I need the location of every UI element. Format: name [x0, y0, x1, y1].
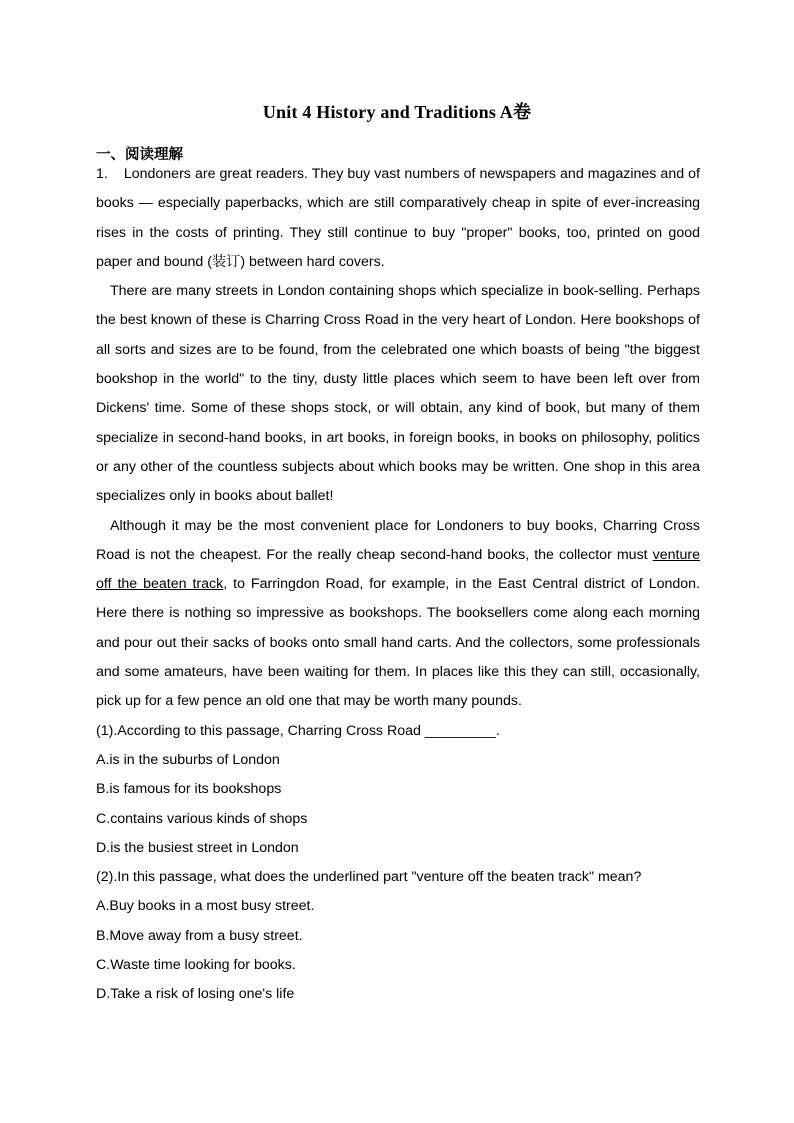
question-2-stem: (2).In this passage, what does the underlined part "venture off the beaten track" mean? — [96, 869, 642, 886]
question-1-option-c: C.contains various kinds of shops — [96, 810, 308, 827]
question-2-option-b: B.Move away from a busy street. — [96, 927, 303, 944]
passage-body — [96, 160, 700, 1010]
underlined-phrase: venture off the beaten track — [96, 546, 700, 593]
question-1-option-a: A.is in the suburbs of London — [96, 751, 280, 768]
passage-paragraph-1: 1. Londoners are great readers. They buy vast numbers of newspapers and magazines and of books — especially paperbacks, which are still comparatively cheap in spite of ever-increasing rises in the costs of printing. They still continue to buy "proper" books, too, printed on good paper and bound (装订) between hard covers. — [96, 166, 700, 270]
passage-paragraph-2: There are many streets in London containing shops which specialize in book-selling. Perhaps the best known of these is Charring Cross Road in the very heart of London. Here bookshops of all sorts and sizes are to be found, from the celebrated one which boasts of being "the biggest bookshop in the world" to the tiny, dusty little places which seem to have been left over from Dickens' time. Some of these shops stock, or will obtain, any kind of book, but many of them specialize in second-hand books, in art books, in foreign books, in books on philosophy, politics or any other of the countless subjects about which books may be written. One shop in this area specializes only in books about ballet! — [96, 283, 700, 505]
question-1-option-d: D.is the busiest street in London — [96, 839, 299, 856]
section-heading: 一、阅读理解 — [96, 147, 183, 163]
question-number: 1. — [96, 166, 108, 182]
question-2-option-c: C.Waste time looking for books. — [96, 957, 296, 974]
question-1-option-b: B.is famous for its bookshops — [96, 781, 282, 798]
passage-paragraph-3: Although it may be the most convenient place for Londoners to buy books, Charring Cross Road is not the cheapest. For the really cheap second-hand books, the collector must venture off the beaten track, to Farringdon Road, for example, in the East Central district of London. Here there is nothing so impressive as bookshops. The booksellers come along each morning and pour out their sacks of books onto small hand carts. And the collectors, some professionals and some amateurs, have been waiting for them. In places like this they can still, occasionally, pick up for a few pence an old one that may be worth many pounds. — [96, 517, 700, 710]
document-title: Unit 4 History and Traditions A卷 — [262, 102, 532, 122]
question-2-option-d: D.Take a risk of losing one's life — [96, 986, 295, 1003]
question-1-stem: (1).According to this passage, Charring Cross Road _________. — [96, 722, 500, 739]
question-2-option-a: A.Buy books in a most busy street. — [96, 898, 315, 915]
